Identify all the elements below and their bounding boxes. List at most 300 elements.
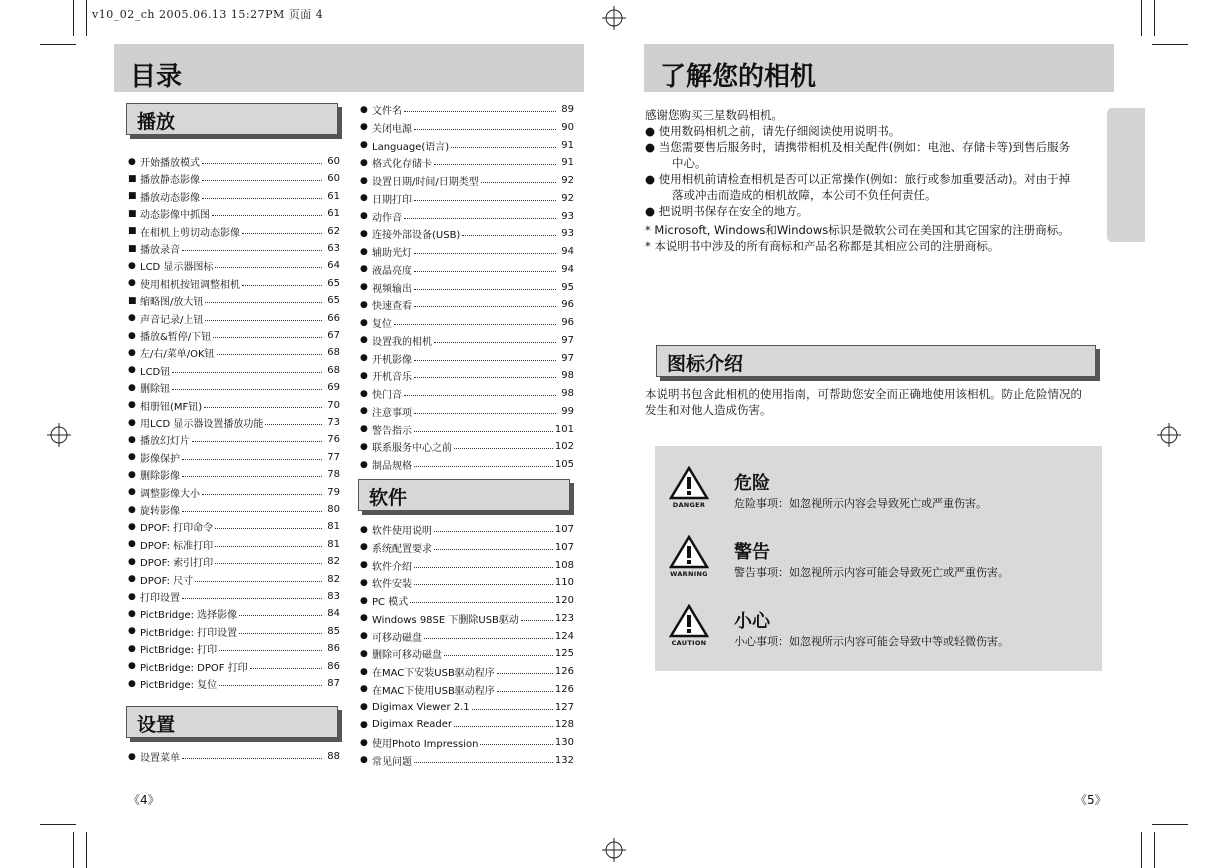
bullet-icon: ● bbox=[360, 193, 368, 204]
crop-mark bbox=[73, 832, 74, 868]
bullet-icon: ● bbox=[360, 424, 368, 434]
toc-entry-page: 110 bbox=[554, 577, 574, 589]
section-header-settings bbox=[126, 706, 338, 738]
toc-entry bbox=[128, 275, 340, 292]
section-title: 播放 bbox=[137, 111, 176, 133]
section-title: 设置 bbox=[137, 714, 176, 736]
bullet-icon: ● bbox=[360, 441, 368, 452]
dot-leader bbox=[215, 546, 322, 547]
toc-entry-page: 61 bbox=[327, 208, 340, 220]
toc-entry-page: 99 bbox=[561, 405, 574, 417]
dot-leader bbox=[414, 253, 556, 254]
right-page-title: 了解您的相机 bbox=[660, 62, 817, 92]
dot-leader bbox=[202, 198, 322, 199]
crop-mark bbox=[1152, 44, 1188, 45]
toc-entry-label: 制品规格 bbox=[372, 461, 412, 472]
bullet-icon: ● bbox=[128, 382, 136, 393]
toc-entry-label: 旋转影像 bbox=[140, 506, 180, 517]
toc-entry-label: 视频输出 bbox=[372, 283, 412, 295]
dot-leader bbox=[182, 476, 322, 477]
toc-entry-page: 73 bbox=[327, 417, 340, 428]
dot-leader bbox=[404, 395, 556, 396]
toc-entry bbox=[360, 681, 574, 698]
bullet-icon: ● bbox=[360, 577, 368, 588]
toc-entry bbox=[128, 518, 340, 535]
warning-icon bbox=[669, 535, 709, 578]
toc-entry-label: 缩略图/放大钮 bbox=[140, 297, 204, 309]
left-title-band bbox=[114, 44, 584, 92]
toc-entry-label: DPOF: 标准打印 bbox=[140, 540, 214, 552]
dot-leader bbox=[414, 413, 556, 414]
bullet-icon: ● bbox=[128, 574, 136, 585]
bullet-icon: ● bbox=[128, 626, 136, 637]
toc-entry-label: 删除钮 bbox=[140, 384, 170, 396]
dot-leader bbox=[205, 302, 322, 303]
toc-entry-page: 91 bbox=[561, 139, 574, 151]
toc-entry-page: 68 bbox=[327, 347, 340, 359]
bullet-icon: ● bbox=[128, 521, 136, 532]
bullet-icon: ● bbox=[128, 556, 136, 567]
caution-caption: CAUTION bbox=[671, 639, 707, 647]
bullet-icon: ■ bbox=[128, 208, 137, 219]
toc-entry-label: 删除可移动磁盘 bbox=[372, 650, 442, 662]
toc-entry bbox=[128, 379, 340, 396]
toc-entry-label: 播放动态影像 bbox=[140, 192, 200, 204]
toc-entry-label: 播放幻灯片 bbox=[140, 436, 190, 448]
toc-entry bbox=[360, 610, 574, 627]
toc-entry-label: 调整影像大小 bbox=[140, 488, 200, 500]
bullet-icon: ● bbox=[360, 684, 368, 695]
toc-entry-label: 相册钮(MF钮) bbox=[140, 401, 203, 413]
toc-entry-page: 126 bbox=[554, 666, 574, 677]
dot-leader bbox=[444, 655, 553, 656]
toc-entry-page: 77 bbox=[327, 451, 340, 463]
toc-entry bbox=[360, 172, 574, 189]
toc-entry-label: DPOF: 尺寸 bbox=[140, 575, 194, 587]
bullet-icon: ● bbox=[128, 417, 136, 428]
toc-entry-label: PictBridge: 复位 bbox=[140, 680, 218, 691]
toc-entry-page: 79 bbox=[327, 486, 340, 498]
bullet-icon: ● bbox=[128, 751, 136, 762]
bullet-icon: ● bbox=[128, 591, 136, 602]
toc-entry-label: 动态影像中抓图 bbox=[140, 210, 210, 222]
bullet-icon: ■ bbox=[128, 295, 137, 306]
print-header-stamp: v10_02_ch 2005.06.13 15:27PM 页面 4 bbox=[92, 8, 324, 21]
toc-entry bbox=[360, 208, 574, 225]
dot-leader bbox=[215, 528, 322, 529]
dot-leader bbox=[182, 758, 322, 759]
toc-entry-label: 文件名 bbox=[372, 106, 402, 117]
toc-entry-page: 125 bbox=[554, 648, 574, 660]
toc-entry-page: 101 bbox=[554, 423, 574, 435]
bullet-icon: ● bbox=[360, 157, 368, 168]
dot-leader bbox=[521, 620, 553, 621]
toc-entry bbox=[128, 623, 340, 640]
toc-entry bbox=[360, 592, 574, 609]
page-number-right: 《5》 bbox=[1075, 793, 1107, 807]
toc-entry bbox=[128, 588, 340, 605]
page-number-left: 《4》 bbox=[128, 793, 160, 807]
dot-leader bbox=[182, 459, 322, 460]
caution-description: 小心事项：如忽视所示内容可能会导致中等或轻微伤害。 bbox=[734, 635, 1009, 648]
toc-entry-page: 132 bbox=[554, 754, 574, 766]
toc-entry-label: 常见问题 bbox=[372, 756, 412, 768]
toc-entry-page: 93 bbox=[561, 210, 574, 222]
toc-entry-label: 开机音乐 bbox=[372, 372, 412, 384]
dot-leader bbox=[172, 389, 322, 390]
icons-desc-line: 发生和对他人造成伤害。 bbox=[645, 403, 772, 417]
bullet-icon: ● bbox=[360, 299, 368, 310]
toc-entry-label: 开机影像 bbox=[372, 354, 412, 366]
section-title: 软件 bbox=[369, 487, 408, 509]
toc-entry-label: 声音记录/上钮 bbox=[140, 314, 204, 326]
bullet-icon: ● bbox=[128, 278, 136, 289]
dot-leader bbox=[414, 584, 553, 585]
intro-line: ● 使用相机前请检查相机是否可以正常操作(例如：旅行或参加重要活动)。对由于掉 bbox=[645, 172, 1071, 186]
toc-entry bbox=[128, 257, 340, 274]
intro-line: ● 把说明书保存在安全的地方。 bbox=[645, 204, 809, 218]
bullet-icon: ● bbox=[360, 719, 368, 730]
bullet-icon: ● bbox=[128, 661, 136, 672]
bullet-icon: ● bbox=[360, 228, 368, 239]
toc-entry-page: 85 bbox=[327, 625, 340, 637]
toc-entry-page: 93 bbox=[561, 228, 574, 240]
dot-leader bbox=[172, 372, 322, 373]
bullet-icon: ● bbox=[360, 406, 368, 417]
toc-entry bbox=[128, 640, 340, 657]
bullet-icon: ● bbox=[360, 459, 368, 470]
registration-mark-icon bbox=[602, 6, 626, 30]
toc-entry bbox=[360, 716, 574, 733]
toc-entry bbox=[128, 536, 340, 553]
toc-entry-page: 86 bbox=[327, 643, 340, 655]
bullet-icon: ● bbox=[360, 246, 368, 257]
dot-leader bbox=[265, 424, 322, 425]
bullet-icon: ● bbox=[360, 211, 368, 221]
toc-entry-page: 91 bbox=[561, 157, 574, 169]
toc-entry-page: 81 bbox=[327, 521, 340, 533]
toc-entry-page: 90 bbox=[561, 121, 574, 133]
dot-leader bbox=[182, 511, 322, 512]
toc-entry-label: LCD钮 bbox=[140, 366, 171, 378]
toc-entry bbox=[360, 734, 574, 751]
toc-entry-page: 98 bbox=[561, 370, 574, 382]
toc-entry-label: LCD 显示器图标 bbox=[140, 262, 214, 274]
toc-entry bbox=[360, 752, 574, 769]
toc-entry bbox=[128, 414, 340, 431]
caution-icon bbox=[669, 604, 709, 647]
toc-entry-label: DPOF: 打印命令 bbox=[140, 523, 214, 535]
toc-entry-page: 67 bbox=[327, 330, 340, 341]
toc-entry-label: Digimax Viewer 2.1 bbox=[372, 701, 470, 713]
dot-leader bbox=[192, 441, 322, 442]
toc-entry bbox=[360, 557, 574, 574]
dot-leader bbox=[414, 431, 553, 432]
bullet-icon: ■ bbox=[128, 173, 137, 184]
dot-leader bbox=[414, 289, 556, 290]
bullet-icon: ● bbox=[360, 613, 368, 624]
bullet-icon: ● bbox=[128, 156, 136, 167]
toc-entry-page: 82 bbox=[327, 556, 340, 568]
toc-entry-page: 66 bbox=[327, 312, 340, 324]
bullet-icon: ● bbox=[360, 631, 368, 641]
crop-mark bbox=[1154, 0, 1155, 36]
dot-leader bbox=[182, 598, 322, 599]
toc-entry bbox=[128, 553, 340, 570]
dot-leader bbox=[212, 215, 322, 216]
bullet-icon: ● bbox=[360, 648, 368, 659]
bullet-icon: ■ bbox=[128, 191, 137, 202]
toc-entry bbox=[360, 699, 574, 716]
dot-leader bbox=[182, 250, 322, 251]
toc-entry-label: 软件安装 bbox=[372, 579, 412, 591]
toc-entry bbox=[128, 484, 340, 501]
toc-entry bbox=[360, 350, 574, 367]
toc-entry-label: Language(语言) bbox=[372, 141, 450, 153]
bullet-icon: ● bbox=[128, 678, 136, 689]
danger-title: 危险 bbox=[734, 473, 770, 494]
toc-entry-label: 注意事项 bbox=[372, 407, 412, 419]
dot-leader bbox=[404, 218, 556, 219]
toc-entry-page: 95 bbox=[561, 281, 574, 293]
intro-line: * Microsoft, Windows和Windows标识是微软公司在美国和其它国家的注册商标。 bbox=[645, 223, 1070, 237]
toc-entry-label: DPOF: 索引打印 bbox=[140, 558, 214, 570]
toc-entry-label: 在MAC下使用USB驱动程序 bbox=[372, 685, 495, 697]
crop-mark bbox=[1141, 0, 1142, 36]
toc-entry-page: 97 bbox=[561, 334, 574, 346]
toc-entry-page: 81 bbox=[327, 538, 340, 550]
dot-leader bbox=[424, 638, 553, 639]
toc-entry-label: 开始播放模式 bbox=[140, 158, 200, 169]
bullet-icon: ● bbox=[360, 317, 368, 328]
dot-leader bbox=[480, 744, 552, 745]
dot-leader bbox=[497, 691, 553, 692]
dot-leader bbox=[205, 320, 322, 321]
registration-mark-icon bbox=[47, 423, 71, 447]
intro-line: * 本说明书中涉及的所有商标和产品名称都是其相应公司的注册商标。 bbox=[645, 239, 1000, 253]
registration-mark-icon bbox=[602, 838, 626, 862]
toc-entry-label: 播放静态影像 bbox=[140, 175, 200, 187]
toc-entry-page: 63 bbox=[327, 243, 340, 254]
bullet-icon: ● bbox=[360, 542, 368, 553]
toc-entry-page: 92 bbox=[561, 175, 574, 186]
section-header-icons bbox=[656, 345, 1096, 377]
crop-mark bbox=[40, 44, 76, 45]
toc-entry bbox=[128, 153, 340, 170]
dot-leader bbox=[217, 354, 322, 355]
dot-leader bbox=[215, 563, 322, 564]
toc-entry bbox=[128, 344, 340, 361]
toc-entry-page: 64 bbox=[327, 260, 340, 272]
toc-entry-label: 在相机上剪切动态影像 bbox=[140, 227, 240, 239]
section-title: 图标介绍 bbox=[667, 353, 744, 375]
toc-entry-label: Windows 98SE 下删除USB驱动 bbox=[372, 614, 519, 626]
toc-entry-label: 日期打印 bbox=[372, 194, 412, 206]
toc-entry-page: 128 bbox=[554, 719, 574, 731]
toc-entry-label: PictBridge: 打印 bbox=[140, 645, 218, 657]
bullet-icon: ● bbox=[360, 370, 368, 381]
toc-entry bbox=[360, 261, 574, 278]
toc-entry bbox=[360, 645, 574, 662]
dot-leader bbox=[202, 163, 322, 164]
dot-leader bbox=[481, 182, 556, 183]
dot-leader bbox=[434, 549, 553, 550]
toc-entry-page: 105 bbox=[554, 459, 574, 470]
toc-entry-page: 94 bbox=[561, 263, 574, 275]
dot-leader bbox=[414, 466, 553, 467]
toc-entry-label: 动作音 bbox=[372, 212, 402, 224]
icons-desc-line: 本说明书包含此相机的使用指南，可帮助您安全而正确地使用该相机。防止危险情况的 bbox=[645, 387, 1082, 401]
bullet-icon: ● bbox=[360, 666, 368, 677]
dot-leader bbox=[219, 650, 322, 651]
bullet-icon: ● bbox=[360, 702, 368, 712]
toc-entry-page: 86 bbox=[327, 660, 340, 672]
bullet-icon: ● bbox=[360, 335, 368, 346]
dot-leader bbox=[451, 147, 556, 148]
toc-entry bbox=[128, 675, 340, 692]
toc-entry bbox=[128, 449, 340, 466]
toc-entry-page: 84 bbox=[327, 608, 340, 620]
toc-entry-label: 联系服务中心之前 bbox=[372, 443, 452, 455]
toc-entry bbox=[360, 628, 574, 645]
dot-leader bbox=[404, 111, 556, 112]
toc-entry-page: 96 bbox=[561, 299, 574, 311]
toc-entry-page: 80 bbox=[327, 504, 340, 515]
toc-entry-label: 快速查看 bbox=[372, 301, 412, 313]
toc-entry-label: PictBridge: DPOF 打印 bbox=[140, 662, 248, 674]
dot-leader bbox=[242, 233, 322, 234]
caution-title: 小心 bbox=[734, 611, 770, 632]
bullet-icon: ● bbox=[128, 347, 136, 358]
toc-entry bbox=[128, 327, 340, 344]
toc-entry-page: 107 bbox=[554, 541, 574, 553]
bullet-icon: ● bbox=[128, 365, 136, 376]
intro-line: 感谢您购买三星数码相机。 bbox=[645, 108, 783, 122]
danger-caption: DANGER bbox=[672, 501, 706, 509]
toc-entry-label: 软件介绍 bbox=[372, 561, 412, 573]
toc-entry bbox=[360, 574, 574, 591]
dot-leader bbox=[454, 726, 553, 727]
toc-entry bbox=[128, 748, 340, 765]
toc-entry bbox=[360, 225, 574, 242]
dot-leader bbox=[239, 615, 322, 616]
toc-entry-label: 液晶亮度 bbox=[372, 265, 412, 277]
bullet-icon: ● bbox=[360, 595, 368, 606]
toc-entry-label: 辅助光灯 bbox=[372, 248, 412, 259]
bullet-icon: ● bbox=[360, 175, 368, 186]
toc-entry bbox=[360, 314, 574, 331]
toc-entry-page: 107 bbox=[554, 524, 574, 535]
bullet-icon: ● bbox=[360, 122, 368, 133]
dot-leader bbox=[414, 306, 556, 307]
bullet-icon: ● bbox=[128, 400, 136, 411]
toc-entry-label: 用LCD 显示器设置播放功能 bbox=[140, 419, 264, 430]
toc-entry bbox=[360, 539, 574, 556]
toc-entry bbox=[360, 438, 574, 455]
warning-caption: WARNING bbox=[670, 570, 708, 578]
intro-line: ● 当您需要售后服务时，请携带相机及相关配件(例如：电池、存储卡等)到售后服务 bbox=[645, 140, 1071, 154]
toc-entry-label: 设置日期/时间/日期类型 bbox=[372, 177, 479, 188]
toc-entry bbox=[128, 310, 340, 327]
toc-entry bbox=[128, 205, 340, 222]
toc-entry-page: 69 bbox=[327, 382, 340, 394]
toc-entry-label: 播放&暂停/下钮 bbox=[140, 332, 212, 343]
toc-entry-label: PictBridge: 打印设置 bbox=[140, 627, 238, 639]
toc-entry-label: 播放录音 bbox=[140, 245, 180, 256]
toc-entry bbox=[360, 367, 574, 384]
bullet-icon: ● bbox=[360, 524, 368, 535]
bullet-icon: ● bbox=[360, 282, 368, 292]
toc-entry-page: 61 bbox=[327, 190, 340, 202]
toc-entry-page: 124 bbox=[554, 630, 574, 642]
dot-leader bbox=[434, 531, 553, 532]
crop-mark bbox=[1152, 824, 1188, 825]
bullet-icon: ● bbox=[128, 434, 136, 445]
bullet-icon: ● bbox=[128, 330, 136, 341]
toc-entry-page: 88 bbox=[327, 751, 340, 762]
toc-entry bbox=[128, 571, 340, 588]
toc-entry-page: 78 bbox=[327, 469, 340, 481]
toc-entry bbox=[128, 431, 340, 448]
dot-leader bbox=[414, 762, 553, 763]
crop-mark bbox=[1154, 832, 1155, 868]
toc-entry-page: 92 bbox=[561, 192, 574, 204]
dot-leader bbox=[414, 377, 556, 378]
dot-leader bbox=[239, 633, 322, 634]
bullet-icon: ● bbox=[360, 264, 368, 275]
toc-entry bbox=[360, 521, 574, 538]
toc-entry bbox=[360, 190, 574, 207]
toc-entry-page: 98 bbox=[561, 388, 574, 399]
toc-entry-page: 70 bbox=[327, 399, 340, 411]
dot-leader bbox=[219, 685, 322, 686]
toc-entry-label: 在MAC下安装USB驱动程序 bbox=[372, 668, 495, 679]
bullet-icon: ● bbox=[128, 469, 136, 480]
warning-description: 警告事项：如忽视所示内容可能会导致死亡或严重伤害。 bbox=[734, 566, 1009, 579]
toc-entry-label: 关闭电源 bbox=[372, 123, 412, 135]
toc-entry-label: 使用相机按钮调整相机 bbox=[140, 279, 240, 291]
dot-leader bbox=[202, 180, 322, 181]
bullet-icon: ● bbox=[128, 643, 136, 654]
toc-entry bbox=[128, 240, 340, 257]
toc-entry bbox=[360, 279, 574, 296]
toc-entry bbox=[360, 119, 574, 136]
bullet-icon: ● bbox=[128, 452, 136, 463]
toc-entry-page: 123 bbox=[554, 612, 574, 624]
toc-entry-page: 127 bbox=[554, 701, 574, 713]
toc-entry-label: 复位 bbox=[372, 319, 392, 330]
toc-entry-page: 126 bbox=[554, 683, 574, 695]
toc-entry-page: 96 bbox=[561, 317, 574, 328]
toc-entry-label: 连接外部设备(USB) bbox=[372, 230, 461, 242]
crop-mark bbox=[86, 832, 87, 868]
bullet-icon: ● bbox=[360, 388, 368, 399]
toc-entry-label: 设置我的相机 bbox=[372, 336, 432, 348]
toc-entry-page: 82 bbox=[327, 573, 340, 585]
toc-entry-label: 影像保护 bbox=[140, 453, 180, 465]
toc-entry bbox=[360, 421, 574, 438]
toc-entry-page: 94 bbox=[561, 246, 574, 257]
bullet-icon: ● bbox=[360, 353, 368, 363]
toc-entry-page: 120 bbox=[554, 595, 574, 606]
bullet-icon: ● bbox=[128, 608, 136, 619]
toc-entry bbox=[128, 170, 340, 187]
crop-mark bbox=[40, 824, 76, 825]
toc-entry bbox=[128, 292, 340, 309]
danger-icon bbox=[669, 466, 709, 509]
toc-entry bbox=[360, 101, 574, 118]
toc-entry-page: 68 bbox=[327, 364, 340, 376]
